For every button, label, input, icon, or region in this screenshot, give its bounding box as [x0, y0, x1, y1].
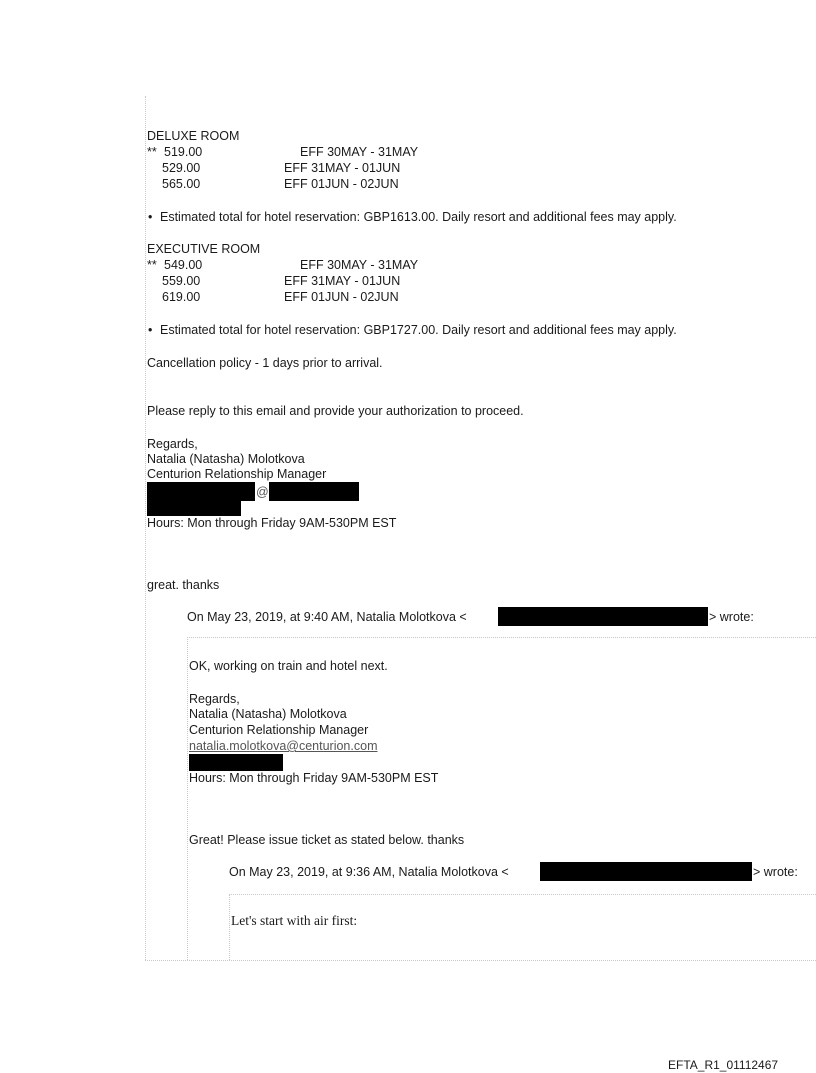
- outer-bottom-border: [145, 960, 816, 961]
- signature-email-link[interactable]: natalia.molotkova@centurion.com: [189, 739, 378, 753]
- rate-amount: 529.00: [162, 161, 201, 175]
- signature-title: Centurion Relationship Manager: [147, 467, 327, 481]
- redacted-email-domain: [269, 482, 359, 501]
- reply-text: Great! Please issue ticket as stated below. thanks: [189, 833, 465, 847]
- executive-room-heading: EXECUTIVE ROOM: [147, 242, 261, 256]
- redacted-sender-email: [540, 862, 752, 881]
- rate-effective: EFF 01JUN - 02JUN: [284, 290, 399, 304]
- signature-regards: Regards,: [147, 437, 198, 451]
- rate-effective: EFF 30MAY - 31MAY: [300, 145, 419, 159]
- signature-hours: Hours: Mon through Friday 9AM-530PM EST: [189, 771, 439, 785]
- rate-marker: **: [147, 145, 157, 159]
- quote-header-prefix: On May 23, 2019, at 9:40 AM, Natalia Molotkova <: [187, 610, 467, 624]
- rate-amount: 519.00: [164, 145, 203, 159]
- rate-marker: **: [147, 258, 157, 272]
- outer-quote-border: [145, 96, 146, 960]
- rate-effective: EFF 31MAY - 01JUN: [284, 161, 401, 175]
- executive-estimate: Estimated total for hotel reservation: GBP1727.00. Daily resort and additional fees may apply.: [160, 323, 677, 337]
- redacted-phone: [147, 501, 241, 516]
- signature-regards: Regards,: [189, 692, 240, 706]
- redacted-phone: [189, 754, 283, 771]
- quote-header-prefix: On May 23, 2019, at 9:36 AM, Natalia Molotkova <: [229, 865, 509, 879]
- rate-amount: 565.00: [162, 177, 201, 191]
- rate-effective: EFF 30MAY - 31MAY: [300, 258, 419, 272]
- signature-name: Natalia (Natasha) Molotkova: [147, 452, 305, 466]
- bullet: •: [148, 323, 153, 337]
- rate-amount: 549.00: [164, 258, 203, 272]
- quote-header-suffix: > wrote:: [753, 865, 798, 879]
- rate-amount: 619.00: [162, 290, 201, 304]
- quote-header-suffix: > wrote:: [709, 610, 754, 624]
- signature-hours: Hours: Mon through Friday 9AM-530PM EST: [147, 516, 397, 530]
- bullet: •: [148, 210, 153, 224]
- document-id: EFTA_R1_01112467: [668, 1058, 779, 1072]
- rate-effective: EFF 01JUN - 02JUN: [284, 177, 399, 191]
- quote2-top-border: [229, 894, 816, 895]
- reply-request: Please reply to this email and provide your authorization to proceed.: [147, 404, 524, 418]
- signature-name: Natalia (Natasha) Molotkova: [189, 707, 347, 721]
- rate-amount: 559.00: [162, 274, 201, 288]
- deluxe-estimate: Estimated total for hotel reservation: GBP1613.00. Daily resort and additional fees may apply.: [160, 210, 677, 224]
- quote-body: OK, working on train and hotel next.: [189, 659, 388, 673]
- signature-title: Centurion Relationship Manager: [189, 723, 369, 737]
- cancellation-policy: Cancellation policy - 1 days prior to arrival.: [147, 356, 383, 370]
- quote2-left-border: [229, 894, 230, 960]
- rate-effective: EFF 31MAY - 01JUN: [284, 274, 401, 288]
- deluxe-room-heading: DELUXE ROOM: [147, 129, 240, 143]
- redacted-email-user: [147, 482, 255, 501]
- email-at-sign: @: [256, 485, 269, 499]
- quote-body: Let's start with air first:: [231, 913, 358, 928]
- redacted-sender-email: [498, 607, 708, 626]
- quote1-top-border: [187, 637, 816, 638]
- quote1-left-border: [187, 637, 188, 960]
- reply-text: great. thanks: [147, 578, 220, 592]
